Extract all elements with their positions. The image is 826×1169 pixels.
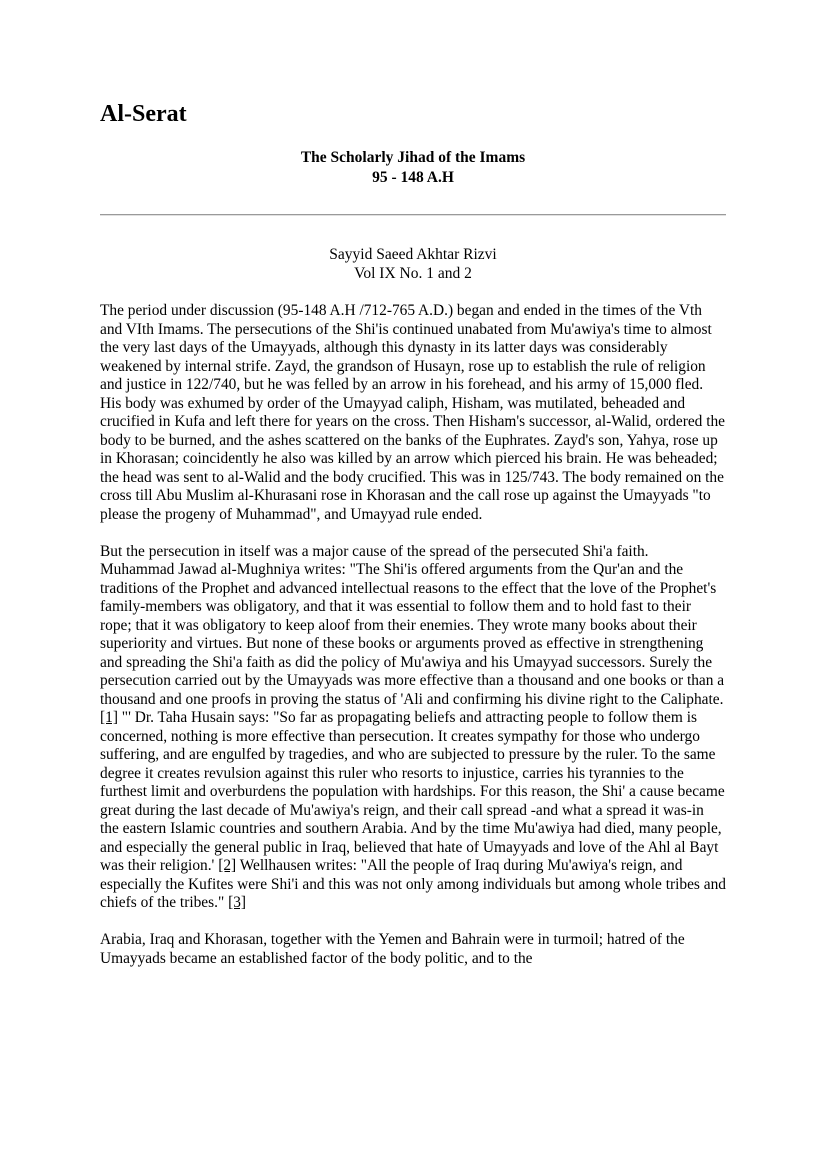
article-subtitle: 95 - 148 A.H <box>372 169 454 186</box>
article-title: The Scholarly Jihad of the Imams <box>300 149 526 166</box>
footnote-link-2[interactable]: [2] <box>218 857 237 874</box>
paragraph-2-text-3: Wellhausen writes: "All the people of Iraq during Mu'awiya's reign, and especially the Kufites were Shi'i and this was not only among individuals but among whole tribes and chiefs of the tribes." <box>100 857 726 911</box>
byline <box>100 246 726 283</box>
article-body <box>100 302 726 987</box>
horizontal-divider <box>100 214 726 216</box>
paragraph-1: The period under discussion (95-148 A.H /712-765 A.D.) began and ended in the times of the Vth and VIth Imams. The persecutions of the Shi'is continued unabated from Mu'awiya's time to almost the very last days of the Umayyads, although this dynasty in its latter days was considerably weakened by internal strife. Zayd, the grandson of Husayn, rose up to establish the rule of religion and justice in 122/740, but he was felled by an arrow in his forehead, and his army of 15,000 fled. His body was exhumed by order of the Umayyad caliph, Hisham, was mutilated, beheaded and crucified in Kufa and left there for years on the cross. Then Hisham's successor, al-Walid, ordered the body to be burned, and the ashes scattered on the banks of the Euphrates. Zayd's son, Yahya, rose up in Khorasan; coincidently he also was killed by an arrow which pierced his brain. He was beheaded; the head was sent to al-Walid and the body crucified. This was in 125/743. The body remained on the cross till Abu Muslim al-Khurasani rose in Khorasan and the call rose up against the Umayyads "to please the progeny of Muhammad", and Umayyad rule ended. <box>100 302 726 523</box>
paragraph-2-text-1: But the persecution in itself was a major cause of the spread of the persecuted Shi'a faith. Muhammad Jawad al-Mughniya writes: "The Shi'is offered arguments from the Qur'an and the traditions of the Prophet and advanced intellectual reasons to the effect that the love of the Prophet's family-members was obligatory, and that it was essential to follow them and to hold fast to their rope; that it was obligatory to keep aloof from their enemies. They wrote many books about their superiority and virtues. But none of these books or arguments proved as effective in strengthening and spreading the Shi'a faith as did the policy of Mu'awiya and his Umayyad successors. Surely the persecution carried out by the Umayyads was more effective than a thousand and one books or than a thousand and one proofs in proving the status of 'Ali and confirming his divine right to the Caliphate. <box>100 542 725 708</box>
volume-info: Vol IX No. 1 and 2 <box>354 264 472 282</box>
paragraph-3: Arabia, Iraq and Khorasan, together with the Yemen and Bahrain were in turmoil; hatred of the Umayyads became an established factor of the body politic, and to the <box>100 931 685 967</box>
footnote-link-1[interactable]: [1] <box>100 709 118 726</box>
author-name: Sayyid Saeed Akhtar Rizvi <box>329 246 497 263</box>
paragraph-2 <box>100 543 726 913</box>
site-title: Al-Serat <box>100 101 187 127</box>
article-header <box>100 148 726 188</box>
footnote-link-3[interactable]: [3] <box>228 894 247 911</box>
paragraph-2-text-2: "' Dr. Taha Husain says: "So far as propagating beliefs and attracting people to follow them is concerned, nothing is more effective than persecution. It creates sympathy for those who undergo suffering, and are engulfed by tragedies, and who are subjected to pressure by the ruler. To the same degree it creates revulsion against this ruler who resorts to injustice, carries his tyrannies to the furthest limit and overburdens the population with hardships. For this reason, the Shi' a cause became great during the last decade of Mu'awiya's reign, and their call spread -and what a spread it was-in the eastern Islamic countries and southern Arabia. And by the time Mu'awiya had died, many people, and especially the general public in Iraq, believed that hate of Umayyads and love of the Ahl al Bayt was their religion.' <box>100 709 725 874</box>
